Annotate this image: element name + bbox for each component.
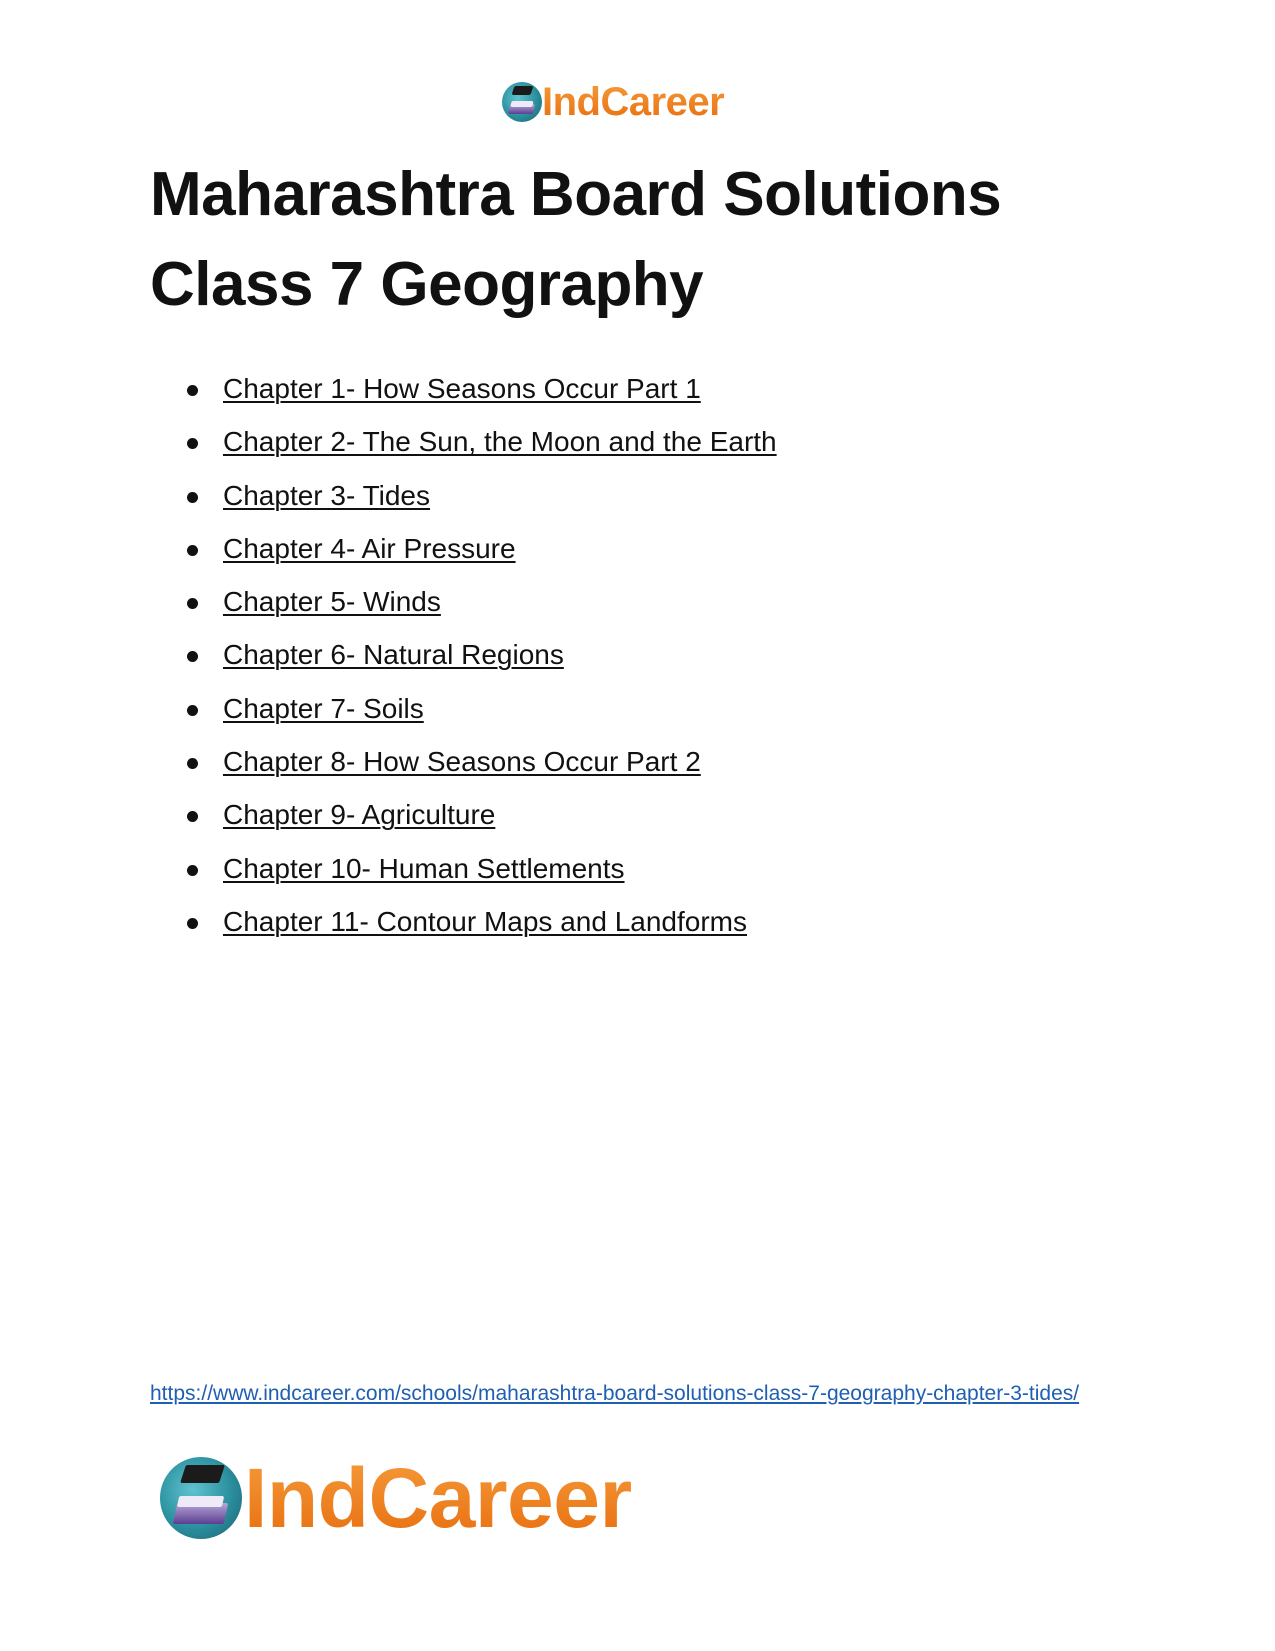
chapter-link-5[interactable]: Chapter 5- Winds <box>223 586 441 618</box>
bullet-icon <box>187 438 198 449</box>
page-title-line-1: Maharashtra Board Solutions <box>150 160 1002 229</box>
chapter-link-1[interactable]: Chapter 1- How Seasons Occur Part 1 <box>223 373 701 404</box>
header-logo-text: IndCareer <box>542 80 725 124</box>
chapter-link-11[interactable]: Chapter 11- Contour Maps and Landforms <box>223 905 747 937</box>
bullet-icon <box>187 918 198 929</box>
chapter-link-6[interactable]: Chapter 6- Natural Regions <box>223 639 564 671</box>
bullet-icon <box>187 598 198 609</box>
page-title-line-2: Class 7 Geography <box>150 250 704 319</box>
bullet-icon <box>187 492 198 503</box>
footer-logo-text: IndCareer <box>244 1451 632 1545</box>
bullet-icon <box>187 811 198 822</box>
chapter-link-9[interactable]: Chapter 9- Agriculture <box>223 799 496 831</box>
chapter-link-7[interactable]: Chapter 7- Soils <box>223 692 424 724</box>
graduation-cap-books-icon <box>502 82 542 122</box>
bullet-icon <box>187 651 198 662</box>
bullet-icon <box>187 385 198 396</box>
graduation-cap-books-icon <box>160 1457 242 1539</box>
page-title <box>150 150 1150 330</box>
chapter-link-3[interactable]: Chapter 3- Tides <box>223 479 430 511</box>
bullet-icon <box>187 705 198 716</box>
bullet-icon <box>187 545 198 556</box>
chapter-link-10[interactable]: Chapter 10- Human Settlements <box>223 852 625 884</box>
header-logo <box>502 82 724 122</box>
source-url-link[interactable]: https://www.indcareer.com/schools/maharashtra-board-solutions-class-7-geography-chapter-3-tides/ <box>150 1382 1080 1405</box>
bullet-icon <box>187 865 198 876</box>
chapter-link-4[interactable]: Chapter 4- Air Pressure <box>223 532 516 564</box>
bullet-icon <box>187 758 198 769</box>
chapter-link-2[interactable]: Chapter 2- The Sun, the Moon and the Earth <box>223 426 777 458</box>
chapter-link-8[interactable]: Chapter 8- How Seasons Occur Part 2 <box>223 746 701 778</box>
footer-logo <box>160 1451 632 1545</box>
